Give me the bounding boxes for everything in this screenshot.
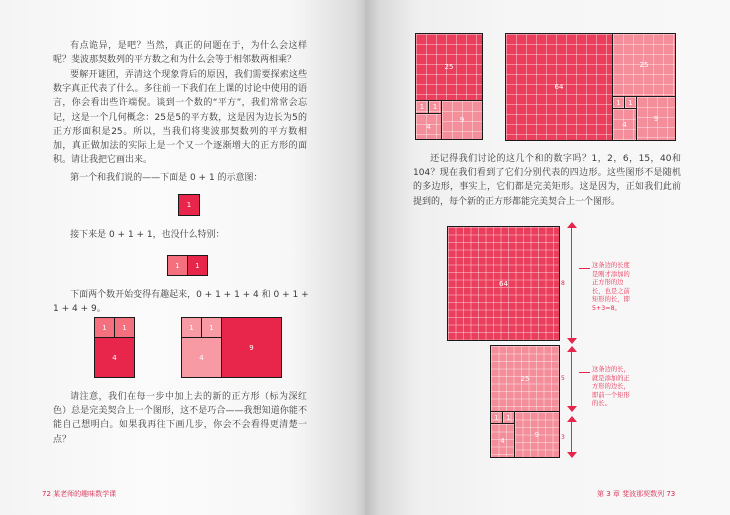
dimension-arrow-5 xyxy=(567,346,577,412)
figA-square-4: 4 xyxy=(415,113,442,140)
figB-square-1a: 1 xyxy=(612,96,625,109)
left-page-footer: 72 某老师的趣味数学课 xyxy=(42,490,117,498)
figB-square-64: 64 xyxy=(505,33,613,141)
figC-square-1b: 1 xyxy=(502,411,515,424)
figB-square-1b: 1 xyxy=(624,96,637,109)
right-page xyxy=(365,0,730,515)
right-page-footer: 第 3 章 斐波那契数列 73 xyxy=(597,490,676,498)
left-caption-3: 下面两个数开始变得有趣起来，0 + 1 + 1 + 4 和 0 + 1 + 1 + 4 + 9。 xyxy=(53,290,309,314)
figA-square-1b: 1 xyxy=(428,100,442,114)
annotation-note-2: 这条边的长，就是添加的正方形的边长，即前一个矩形的长。 xyxy=(592,366,630,408)
left-paragraph-2: 要解开谜团，弄清这个现象背后的原因，我们需要探索这些数字真正代表了什么。多往前一下我们在上课的讨论中使用的语言，你会看出些许端倪。谈到一个数的“平方”，我们常常会忘记，这是一个几何概念：25是5的平方数，这是因为边长为5的正方形面积是25。所以，当我们将斐波那契数列的平方数相加，真正做加法的实际上是一个又一个逐渐增大的正方形的面积。请让我把它画出来。 xyxy=(53,70,307,166)
fig3-square-c: 4 xyxy=(94,337,135,378)
fig4-square-d: 9 xyxy=(221,317,282,378)
dimension-arrow-8 xyxy=(567,222,577,344)
note-1-leader-line xyxy=(579,268,590,269)
figA-square-25: 25 xyxy=(415,33,483,101)
fig2-square-a: 1 xyxy=(167,255,188,276)
fig4-square-b: 1 xyxy=(201,317,222,338)
fig3-square-b: 1 xyxy=(114,317,135,338)
figB-square-25: 25 xyxy=(612,33,676,97)
dimension-label-8: 8 xyxy=(561,280,565,287)
figC-square-64: 64 xyxy=(447,226,560,341)
fig4-square-c: 4 xyxy=(181,337,222,378)
dimension-arrow-3 xyxy=(567,416,577,458)
left-caption-1: 第一个和我们说的——下面是 0 + 1 的示意图： xyxy=(70,173,263,183)
right-paragraph-1: 还记得我们讨论的这几个和的数字吗？1，2，6，15，40和104？现在我们看到了它们分别代表的四边形。这些图形不是随机的多边形，事实上，它们都是完美矩形。这是因为，正如我们此前提到的，每个新的正方形都能完美契合上一个图形。 xyxy=(413,154,681,207)
fig3-square-a: 1 xyxy=(94,317,115,338)
figC-square-1a: 1 xyxy=(490,411,503,424)
annotation-note-1: 这条边的长度是刚才添加的正方形的边长，也是之前矩形的长，即5+3=8。 xyxy=(592,262,630,312)
dimension-label-5: 5 xyxy=(561,375,565,382)
left-paragraph-3: 请注意，我们在每一步中加上去的新的正方形（标为深红色）总是完美契合上一个图形，这不是巧合——我想知道你能不能自己想明白。如果我再往下画几步，你会不会看得更清楚一点？ xyxy=(53,392,307,445)
dimension-label-3: 3 xyxy=(561,434,565,441)
figC-square-25: 25 xyxy=(490,345,560,412)
left-caption-2: 接下来是 0 + 1 + 1，也没什么特别： xyxy=(70,230,225,240)
square-1: 1 xyxy=(178,194,200,216)
fig4-square-a: 1 xyxy=(181,317,202,338)
figC-square-4: 4 xyxy=(490,423,515,458)
left-paragraph-1: 有点诡异，是吧？当然，真正的问题在于，为什么会这样呢？斐波那契数列的平方数之和为什么会等于相邻数两相乘？ xyxy=(53,41,307,66)
figA-square-9: 9 xyxy=(441,100,483,140)
fig2-square-b: 1 xyxy=(187,255,208,276)
figB-square-4: 4 xyxy=(612,108,637,141)
figB-square-9: 9 xyxy=(636,96,676,141)
note-2-leader-line xyxy=(579,372,590,373)
figC-square-9: 9 xyxy=(514,411,560,458)
figA-square-1a: 1 xyxy=(415,100,429,114)
